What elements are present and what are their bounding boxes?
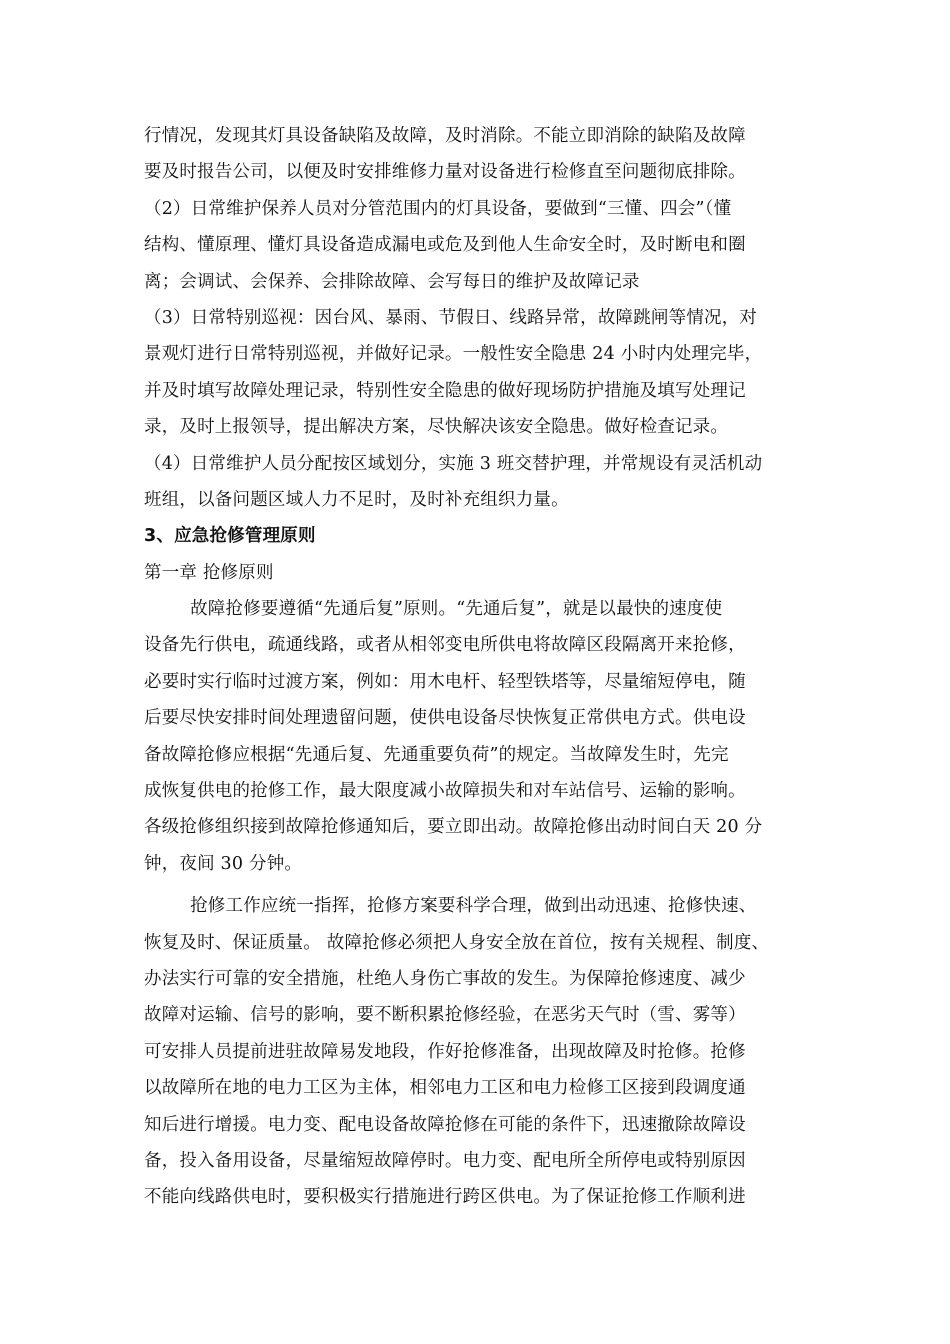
text-line: 抢修工作应统一指挥，抢修方案要科学合理，做到出动迅速、抢修快速、: [144, 896, 757, 917]
text-line: 各级抢修组织接到故障抢修通知后，要立即出动。故障抢修出动时间白天 20 分: [144, 817, 763, 838]
document-body: [144, 118, 824, 1216]
text-line: 并及时填写故障处理记录，特别性安全隐患的做好现场防护措施及填写处理记: [144, 380, 746, 401]
text-line: （4）日常维护人员分配按区域划分，实施 3 班交替护理，并常规设有灵活机动: [144, 453, 763, 474]
text-line: 离；会调试、会保养、会排除故障、会写每日的维护及故障记录: [144, 271, 640, 292]
text-line: 成恢复供电的抢修工作，最大限度减小故障损失和对车站信号、运输的影响。: [144, 781, 746, 802]
text-line: 办法实行可靠的安全措施，杜绝人身伤亡事故的发生。为保障抢修速度、减少: [144, 968, 746, 989]
text-line: 知后进行增援。电力变、配电设备故障抢修在可能的条件下，迅速撤除故障设: [144, 1114, 746, 1135]
text-line: 设备先行供电，疏通线路，或者从相邻变电所供电将故障区段隔离开来抢修，: [144, 635, 746, 656]
text-line: 行情况，发现其灯具设备缺陷及故障，及时消除。不能立即消除的缺陷及故障: [144, 126, 746, 146]
text-line: 班组，以备问题区域人力不足时，及时补充组织力量。: [144, 489, 569, 510]
text-line: 必要时实行临时过渡方案，例如：用木电杆、轻型铁塔等，尽量缩短停电，随: [144, 671, 746, 692]
text-line: 景观灯进行日常特别巡视，并做好记录。一般性安全隐患 24 小时内处理完毕，: [144, 344, 763, 365]
chapter-title: 第一章 抢修原则: [144, 562, 274, 583]
text-line: 结构、懂原理、懂灯具设备造成漏电或危及到他人生命安全时，及时断电和圈: [144, 235, 746, 256]
text-line: 要及时报告公司，以便及时安排维修力量对设备进行检修直至问题彻底排除。: [144, 162, 746, 183]
text-line: 故障对运输、信号的影响，要不断积累抢修经验，在恶劣天气时（雪、雾等）: [144, 1005, 746, 1026]
text-line: 后要尽快安排时间处理遗留问题，使供电设备尽快恢复正常供电方式。供电设: [144, 708, 746, 729]
text-line: 钟，夜间 30 分钟。: [144, 853, 303, 874]
text-line: （3）日常特别巡视：因台风、暴雨、节假日、线路异常，故障跳闸等情况，对: [144, 307, 758, 328]
section-heading: 3、应急抢修管理原则: [144, 526, 316, 547]
text-line: 恢复及时、保证质量。 故障抢修必须把人身安全放在首位，按有关规程、制度、: [144, 932, 770, 953]
text-line: 不能向线路供电时，要积极实行措施进行跨区供电。为了保证抢修工作顺利进: [144, 1187, 746, 1208]
text-line: （2）日常维护保养人员对分管范围内的灯具设备，要做到“三懂、四会”（懂: [144, 198, 732, 219]
text-line: 可安排人员提前进驻故障易发地段，作好抢修准备，出现故障及时抢修。抢修: [144, 1041, 746, 1062]
text-line: 备故障抢修应根据“先通后复、先通重要负荷”的规定。当故障发生时，先完: [144, 744, 729, 765]
text-line: 录，及时上报领导，提出解决方案，尽快解决该安全隐患。做好检查记录。: [144, 417, 729, 438]
text-line: 备，投入备用设备，尽量缩短故障停时。电力变、配电所全所停电或特别原因: [144, 1150, 746, 1171]
text-line: 故障抢修要遵循“先通后复”原则。“先通后复”，就是以最快的速度使: [144, 599, 723, 620]
text-line: 以故障所在地的电力工区为主体，相邻电力工区和电力检修工区接到段调度通: [144, 1078, 746, 1099]
